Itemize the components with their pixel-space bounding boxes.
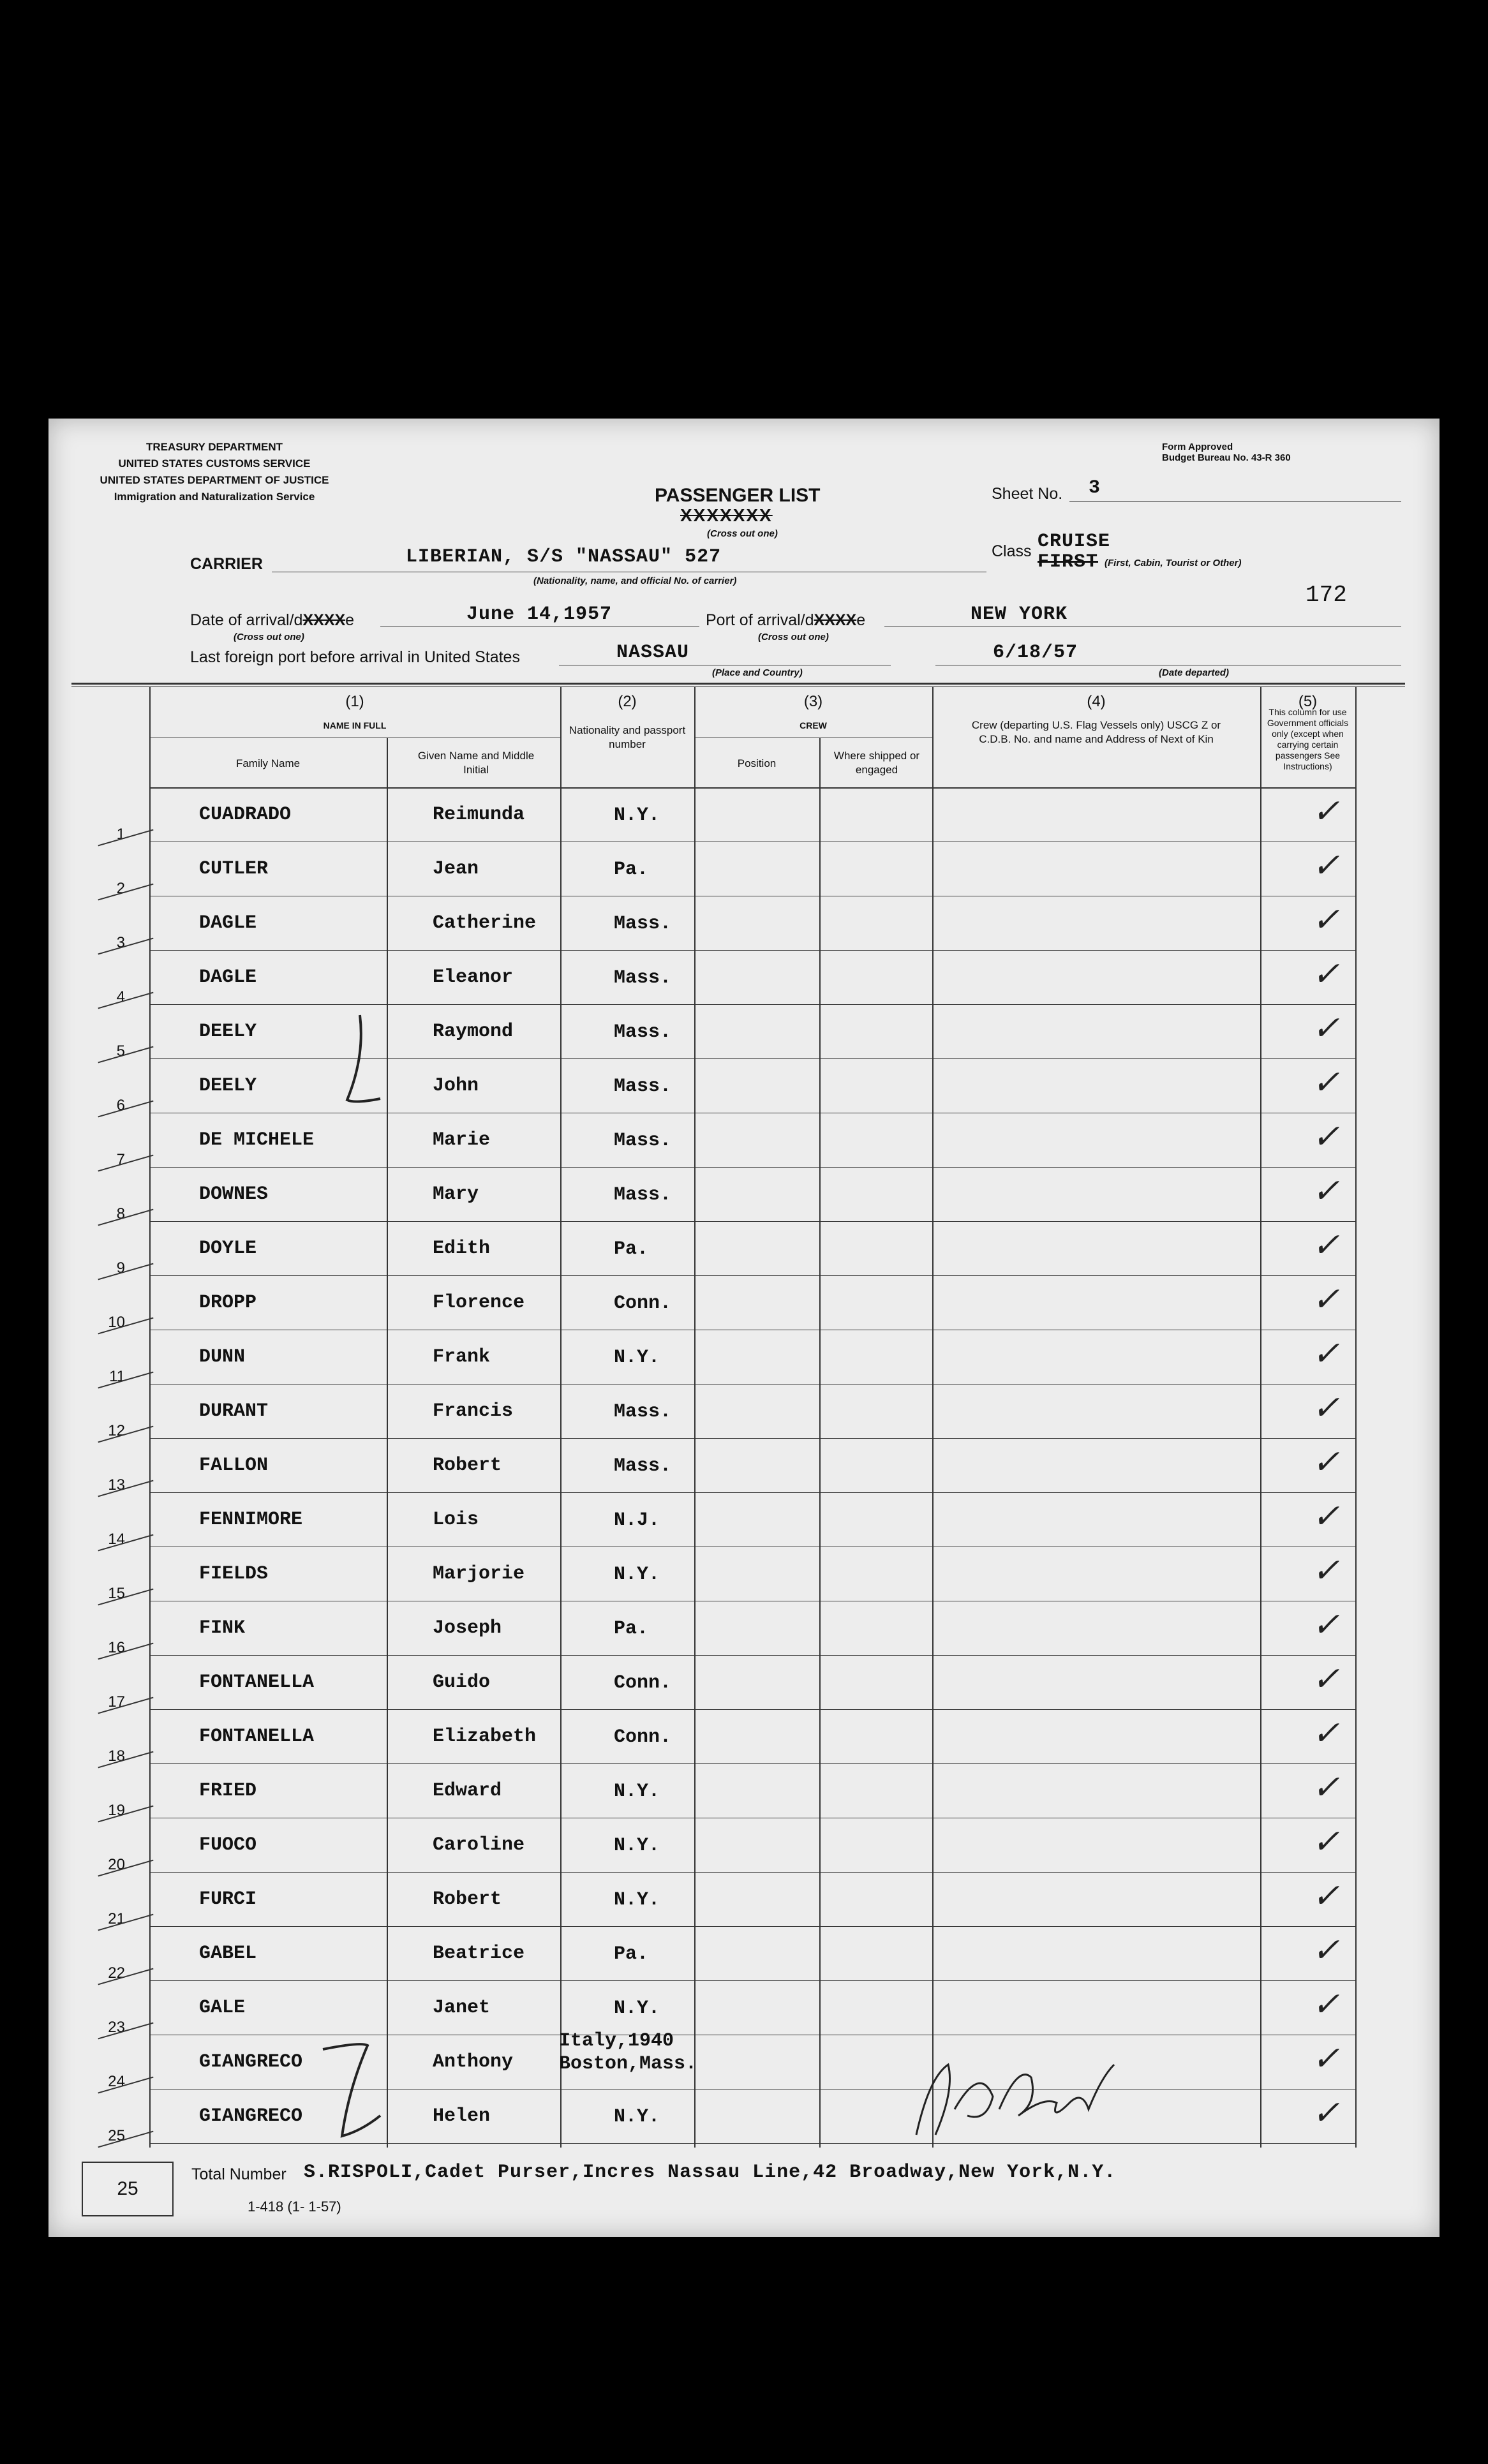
date-label-end: e (345, 611, 355, 629)
nationality-cell: Pa. (614, 1943, 649, 1965)
agency-line: TREASURY DEPARTMENT (145, 441, 283, 453)
family-name-cell: GIANGRECO (199, 2051, 303, 2073)
nationality-cell: Conn. (614, 1293, 672, 1314)
nationality-cell: Italy,1940 Boston,Mass. (559, 2030, 697, 2075)
family-name-cell: DAGLE (199, 967, 257, 988)
row-number: 9 (116, 1259, 125, 1277)
row-number: 4 (116, 988, 125, 1006)
date-departed-hint: (Date departed) (1159, 667, 1230, 678)
class-value-first: FIRST (1038, 551, 1099, 573)
col3-number: (3) (803, 693, 823, 710)
family-name-cell: DUNN (199, 1346, 246, 1368)
family-name-cell: DEELY (199, 1021, 257, 1043)
given-name-cell: Florence (433, 1292, 525, 1314)
port-value: NEW YORK (971, 604, 1068, 625)
checkmark-icon: ✓ (1312, 1607, 1340, 1644)
family-name-cell: DOYLE (199, 1238, 257, 1259)
given-name-cell: Marie (433, 1129, 491, 1151)
given-name-cell: Edith (433, 1238, 491, 1259)
port-hint: (Cross out one) (758, 632, 829, 642)
family-name-cell: FURCI (199, 1889, 257, 1910)
row-number: 12 (108, 1422, 125, 1439)
row-number: 13 (108, 1476, 125, 1494)
col5-number: (5) (1298, 693, 1318, 710)
sheet-number: 3 (1089, 477, 1101, 499)
row-number: 20 (108, 1856, 125, 1873)
form-approved-text: Form Approved (1162, 442, 1233, 452)
given-name-cell: Jean (433, 858, 479, 880)
given-name-cell: Elizabeth (433, 1726, 537, 1748)
family-name-cell: FONTANELLA (199, 1726, 315, 1748)
col3a-title: Position (737, 757, 777, 769)
carrier-hint: (Nationality, name, and official No. of carrier) (533, 575, 737, 586)
given-name-cell: Frank (433, 1346, 491, 1368)
given-name-cell: Reimunda (433, 804, 525, 826)
port-label-end: e (856, 611, 866, 629)
row-number: 24 (108, 2073, 125, 2090)
family-name-cell: FALLON (199, 1455, 269, 1476)
checkmark-icon: ✓ (1312, 793, 1340, 830)
cross-out-hint: (Cross out one) (707, 528, 778, 539)
nationality-cell: N.Y. (614, 1781, 660, 1802)
checkmark-icon: ✓ (1312, 847, 1340, 884)
date-label-text: Date of arrival/d (190, 611, 303, 629)
checkmark-icon: ✓ (1312, 1878, 1340, 1915)
class-hint: (First, Cabin, Tourist or Other) (1105, 558, 1242, 568)
passenger-list-form (48, 419, 1440, 2237)
row-number: 2 (116, 880, 125, 897)
given-name-cell: Raymond (433, 1021, 514, 1043)
family-name-cell: DOWNES (199, 1184, 269, 1205)
checkmark-icon: ✓ (1312, 1010, 1340, 1047)
date-label-crossed: XXXX (302, 611, 346, 629)
nationality-cell: N.Y. (614, 1835, 660, 1857)
col5-title: This column for use Government officials only (except when carrying certain passengers See Instructions) (1267, 707, 1349, 771)
checkmark-icon: ✓ (1312, 2040, 1340, 2077)
given-name-cell: Marjorie (433, 1563, 525, 1585)
carrier-value: LIBERIAN, S/S "NASSAU" 527 (406, 546, 722, 568)
nationality-cell: N.Y. (614, 2106, 660, 2128)
row-number: 25 (108, 2127, 125, 2144)
given-name-cell: Eleanor (433, 967, 514, 988)
last-port-value: NASSAU (616, 642, 690, 664)
bracket-mark (323, 2044, 380, 2136)
nationality-cell: N.Y. (614, 805, 660, 826)
sheet-label: Sheet No. (992, 485, 1063, 503)
nationality-cell: Mass. (614, 1021, 672, 1043)
row-number: 5 (116, 1043, 125, 1060)
nationality-cell: Mass. (614, 1130, 672, 1152)
given-name-cell: Beatrice (433, 1943, 525, 1964)
family-name-cell: FONTANELLA (199, 1672, 315, 1693)
row-number: 15 (108, 1585, 125, 1602)
given-name-cell: Guido (433, 1672, 491, 1693)
given-name-cell: Janet (433, 1997, 491, 2019)
date-value: June 14,1957 (466, 604, 613, 625)
row-number: 10 (108, 1314, 125, 1331)
row-number: 17 (108, 1693, 125, 1711)
agency-line: UNITED STATES DEPARTMENT OF JUSTICE (100, 474, 329, 486)
row-number: 11 (109, 1368, 125, 1385)
nationality-cell: Conn. (614, 1672, 672, 1694)
row-number: 23 (108, 2019, 125, 2036)
family-name-cell: DROPP (199, 1292, 257, 1314)
agency-line: UNITED STATES CUSTOMS SERVICE (118, 457, 311, 470)
nationality-cell: Pa. (614, 859, 649, 880)
row-number: 1 (116, 826, 125, 843)
family-name-cell: DE MICHELE (199, 1129, 315, 1151)
handwritten-signature (891, 2039, 1133, 2148)
port-label-text: Port of arrival/d (706, 611, 814, 629)
date-hint: (Cross out one) (234, 632, 304, 642)
row-number: 22 (108, 1964, 125, 1982)
given-name-cell: Mary (433, 1184, 479, 1205)
total-box: 25 (82, 2162, 174, 2216)
row-number: 14 (108, 1531, 125, 1548)
col3b-title: Where shipped or engaged (833, 750, 920, 776)
given-name-cell: Caroline (433, 1834, 525, 1856)
family-name-cell: FINK (199, 1617, 246, 1639)
col2-title: Nationality and passport number (569, 724, 686, 750)
class-label: Class (992, 542, 1032, 560)
form-number: 1-418 (1- 1-57) (248, 2199, 341, 2215)
given-name-cell: Catherine (433, 912, 537, 934)
nationality-cell: N.Y. (614, 1998, 660, 2019)
checkmark-icon: ✓ (1312, 1769, 1340, 1806)
checkmark-icon: ✓ (1312, 1118, 1340, 1155)
given-name-cell: Anthony (433, 2051, 514, 2073)
row-number: 21 (108, 1910, 125, 1927)
nationality-cell: Mass. (614, 913, 672, 935)
family-name-cell: FENNIMORE (199, 1509, 303, 1531)
nationality-cell: Mass. (614, 1401, 672, 1423)
given-name-cell: Joseph (433, 1617, 502, 1639)
agency-line: Immigration and Naturalization Service (114, 491, 315, 503)
family-name-cell: CUADRADO (199, 804, 292, 826)
given-name-cell: John (433, 1075, 479, 1097)
given-name-cell: Edward (433, 1780, 502, 1802)
family-name-cell: FRIED (199, 1780, 257, 1802)
row-number: 19 (108, 1802, 125, 1819)
nationality-cell: N.J. (614, 1510, 660, 1531)
given-name-cell: Lois (433, 1509, 479, 1531)
family-name-cell: DURANT (199, 1400, 269, 1422)
checkmark-icon: ✓ (1312, 1661, 1340, 1698)
signature-line: S.RISPOLI,Cadet Purser,Incres Nassau Line,42 Broadway,New York,N.Y. (304, 2162, 1117, 2183)
col2-number: (2) (618, 693, 637, 710)
row-number: 8 (116, 1205, 125, 1222)
last-port-hint: (Place and Country) (712, 667, 803, 678)
nationality-cell: Mass. (614, 1455, 672, 1477)
carrier-label: CARRIER (190, 555, 263, 573)
checkmark-icon: ✓ (1312, 1173, 1340, 1210)
checkmark-icon: ✓ (1312, 1444, 1340, 1481)
stamp-number: 172 (1306, 582, 1347, 608)
checkmark-icon: ✓ (1312, 956, 1340, 993)
given-name-cell: Francis (433, 1400, 514, 1422)
row-number: 6 (116, 1097, 125, 1114)
checkmark-icon: ✓ (1312, 1335, 1340, 1372)
page-title: PASSENGER LIST (655, 485, 821, 506)
checkmark-icon: ✓ (1312, 1281, 1340, 1318)
family-name-cell: DEELY (199, 1075, 257, 1097)
given-name-cell: Helen (433, 2105, 491, 2127)
family-name-cell: GIANGRECO (199, 2105, 303, 2127)
nationality-cell: Pa. (614, 1238, 649, 1260)
class-value-cruise: CRUISE (1038, 531, 1111, 553)
row-number: 7 (116, 1151, 125, 1168)
col1-number: (1) (345, 693, 364, 710)
checkmark-icon: ✓ (1312, 1552, 1340, 1589)
given-name-cell: Robert (433, 1455, 502, 1476)
port-label-crossed: XXXX (814, 611, 857, 629)
family-name-cell: GABEL (199, 1943, 257, 1964)
nationality-cell: N.Y. (614, 1347, 660, 1369)
checkmark-icon: ✓ (1312, 902, 1340, 939)
col1a-title: Family Name (235, 757, 301, 769)
family-name-cell: DAGLE (199, 912, 257, 934)
checkmark-icon: ✓ (1312, 1823, 1340, 1860)
family-name-cell: GALE (199, 1997, 246, 2019)
total-label: Total Number (191, 2165, 286, 2183)
col1b-title: Given Name and Middle Initial (417, 750, 535, 776)
checkmark-icon: ✓ (1312, 1227, 1340, 1264)
row-number: 16 (108, 1639, 125, 1656)
checkmark-icon: ✓ (1312, 1715, 1340, 1752)
family-name-cell: FUOCO (199, 1834, 257, 1856)
checkmark-icon: ✓ (1312, 1390, 1340, 1427)
nationality-cell: Conn. (614, 1726, 672, 1748)
col4-number: (4) (1087, 693, 1106, 710)
checkmark-icon: ✓ (1312, 1064, 1340, 1101)
nationality-cell: N.Y. (614, 1564, 660, 1585)
row-number: 3 (116, 934, 125, 951)
checkmark-icon: ✓ (1312, 1498, 1340, 1535)
col4-title: Crew (departing U.S. Flag Vessels only) USCG Z or C.D.B. No. and name and Address of Next of Kin (971, 719, 1221, 745)
checkmark-icon: ✓ (1312, 2095, 1340, 2132)
family-name-cell: CUTLER (199, 858, 269, 880)
bracket-mark (347, 1015, 380, 1102)
budget-bureau-text: Budget Bureau No. 43-R 360 (1162, 452, 1291, 463)
nationality-cell: N.Y. (614, 1889, 660, 1911)
family-name-cell: FIELDS (199, 1563, 269, 1585)
nationality-cell: Mass. (614, 967, 672, 989)
crossed-title: XXXXXXX (680, 505, 773, 525)
nationality-cell: Pa. (614, 1618, 649, 1640)
handwritten-marks (48, 419, 1440, 2237)
last-port-label: Last foreign port before arrival in United States (190, 648, 520, 666)
checkmark-icon: ✓ (1312, 1986, 1340, 2023)
nationality-cell: Mass. (614, 1076, 672, 1097)
date-departed-value: 6/18/57 (993, 642, 1078, 664)
given-name-cell: Robert (433, 1889, 502, 1910)
col3-title: CREW (800, 720, 827, 731)
nationality-cell: Mass. (614, 1184, 672, 1206)
row-number: 18 (108, 1748, 125, 1765)
col1-title: NAME IN FULL (323, 720, 387, 731)
checkmark-icon: ✓ (1312, 1932, 1340, 1969)
